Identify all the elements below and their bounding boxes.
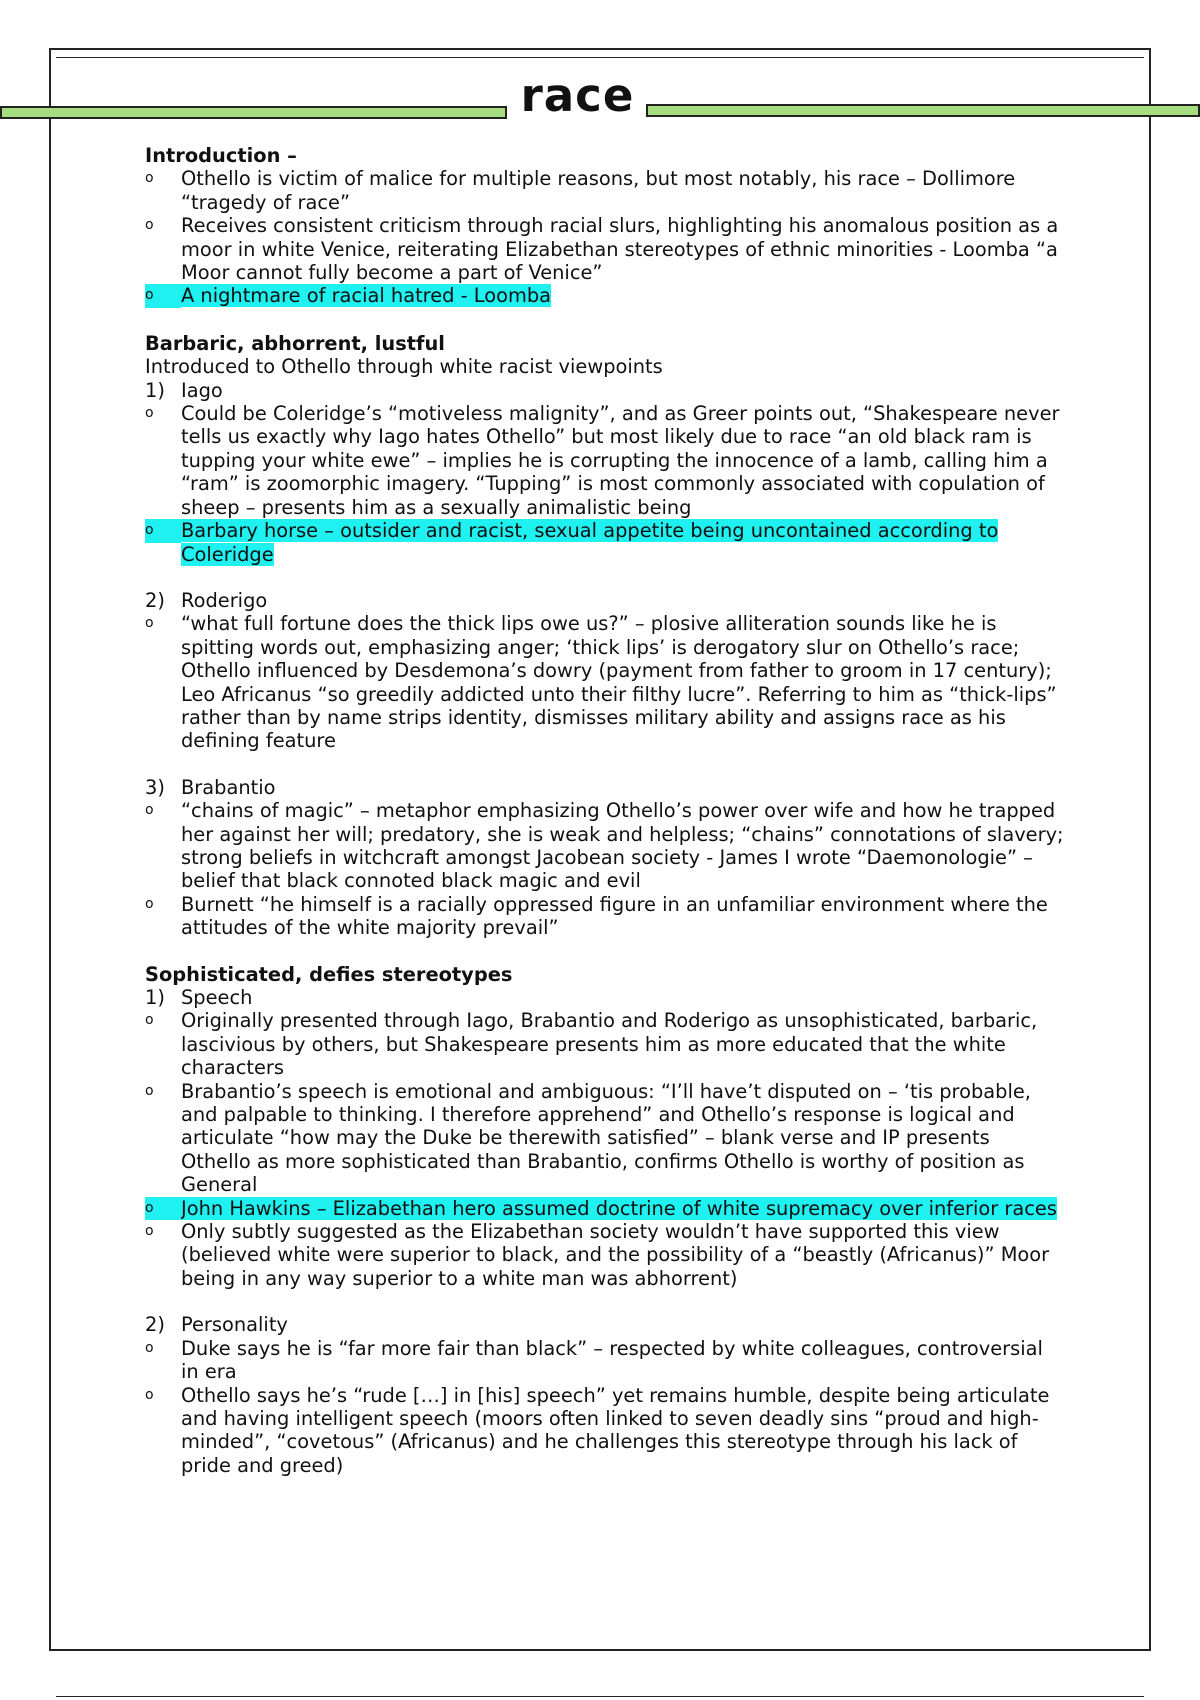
list-item-text: Barbary horse – outsider and racist, sexual appetite being uncontained according to Coleridge <box>181 519 999 566</box>
top-rule <box>56 57 1144 58</box>
list-item <box>145 612 1065 752</box>
item-label: Personality <box>181 1313 288 1337</box>
numbered-item-speech <box>145 986 1065 1009</box>
title-bar-left <box>0 106 507 119</box>
bullet-icon: o <box>145 1339 154 1356</box>
bullet-icon: o <box>145 1386 154 1403</box>
list-item-text: “what full fortune does the thick lips owe us?” – plosive alliteration sounds like he is spitting words out, emphasizing anger; ‘thick lips’ is derogatory slur on Othello’s race; Othello influenced by Desdemona’s dowry (payment from father to groom in 17 century); Leo Africanus “so greedily addicted unto their filthy lucre”. Referring to him as “thick-lips” rather than by name strips identity, dismisses military ability and assigns race as his defining feature <box>181 612 1057 753</box>
item-number: 2) <box>145 588 165 612</box>
list-item-highlighted <box>145 1197 1065 1220</box>
bullet-icon: o <box>145 802 154 819</box>
item-label: Roderigo <box>181 588 268 612</box>
list-item <box>145 1080 1065 1197</box>
item-label: Brabantio <box>181 775 276 799</box>
section-heading-barbaric: Barbaric, abhorrent, lustful <box>145 331 445 355</box>
bottom-rule <box>56 1696 1144 1697</box>
bullet-icon: o <box>145 1223 154 1240</box>
list-item <box>145 214 1065 284</box>
list-item-text: Othello says he’s “rude […] in [his] speech” yet remains humble, despite being articulate and having intelligent speech (moors often linked to seven deadly sins “proud and high-minded”, “covetous” (Africanus) and he challenges this stereotype through his lack of pride and greed) <box>181 1383 1050 1477</box>
section-heading-sophisticated: Sophisticated, defies stereotypes <box>145 962 513 986</box>
list-item <box>145 1337 1065 1384</box>
section-subtitle: Introduced to Othello through white racist viewpoints <box>145 355 663 379</box>
list-item <box>145 402 1065 519</box>
list-item-text: A nightmare of racial hatred - Loomba <box>181 284 552 308</box>
bullet-icon: o <box>145 405 154 422</box>
list-item-text: Burnett “he himself is a racially oppressed figure in an unfamiliar environment where the attitudes of the white majority prevail” <box>181 892 1048 940</box>
item-number: 2) <box>145 1313 165 1337</box>
list-item <box>145 167 1065 214</box>
numbered-item-iago <box>145 379 1065 402</box>
list-item <box>145 1384 1065 1478</box>
list-item <box>145 893 1065 940</box>
list-item-text: Originally presented through Iago, Brabantio and Roderigo as unsophisticated, barbaric, lascivious by others, but Shakespeare presents him as more educated that the white characters <box>181 1009 1038 1080</box>
list-item <box>145 1220 1065 1290</box>
title-bar-right <box>646 104 1200 117</box>
numbered-item-brabantio <box>145 776 1065 799</box>
bullet-icon: o <box>145 170 154 187</box>
bullet-icon: o <box>145 1082 154 1099</box>
section-heading-introduction: Introduction – <box>145 144 297 167</box>
list-item-text: Othello is victim of malice for multiple reasons, but most notably, his race – Dollimore “tragedy of race” <box>181 167 1016 214</box>
item-number: 1) <box>145 378 165 402</box>
list-item-text: “chains of magic” – metaphor emphasizing Othello’s power over wife and how he trapped her against her will; predatory, she is weak and helpless; “chains” connotations of slavery; strong beliefs in witchcraft amongst Jacobean society - James I wrote “Daemonologie” – belief that black connoted black magic and evil <box>181 799 1064 893</box>
bullet-icon: o <box>145 217 154 234</box>
list-item <box>145 1009 1065 1079</box>
bullet-icon: o <box>145 519 181 542</box>
list-item-text: Duke says he is “far more fair than black” – respected by white colleagues, controversial in era <box>181 1336 1043 1384</box>
bullet-icon: o <box>145 615 154 632</box>
list-item-text: John Hawkins – Elizabethan hero assumed doctrine of white supremacy over inferior races <box>181 1196 1057 1220</box>
list-item-text: Receives consistent criticism through racial slurs, highlighting his anomalous position as a moor in white Venice, reiterating Elizabethan stereotypes of ethnic minorities - Loomba “a Moor cannot fully become a part of Venice” <box>181 214 1059 285</box>
list-item-text: Could be Coleridge’s “motiveless malignity”, and as Greer points out, “Shakespeare never tells us exactly why Iago hates Othello” but most likely due to race “an old black ram is tupping your white ewe” – implies he is corrupting the innocence of a lamb, calling him a “ram” is zoomorphic imagery. “Tupping” is most commonly associated with copulation of sheep – presents him as a sexually animalistic being <box>181 402 1060 519</box>
list-item <box>145 799 1065 893</box>
numbered-item-personality <box>145 1313 1065 1336</box>
item-label: Speech <box>181 986 253 1009</box>
bullet-icon: o <box>145 1012 154 1029</box>
list-item-highlighted <box>145 284 1065 307</box>
list-item-text: Brabantio’s speech is emotional and ambiguous: “I’ll have’t disputed on – ‘tis probable, and palpable to thinking. I therefore apprehend” and Othello’s response is logical and articulate “how may the Duke be therewith satisfied” – blank verse and IP presents Othello as more sophisticated than Brabantio, confirms Othello is worthy of position as General <box>181 1079 1031 1197</box>
item-number: 1) <box>145 986 165 1009</box>
document-body <box>145 144 1065 1477</box>
bullet-icon: o <box>145 1197 181 1220</box>
item-label: Iago <box>181 378 223 402</box>
list-item-highlighted <box>145 519 1065 566</box>
page-title: race <box>520 69 635 122</box>
bullet-icon: o <box>145 895 154 912</box>
numbered-item-roderigo <box>145 589 1065 612</box>
list-item-text: Only subtly suggested as the Elizabethan society wouldn’t have supported this view (believed white were superior to black, and the possibility of a “beastly (Africanus)” Moor being in any way superior to a white man was abhorrent) <box>181 1220 1050 1290</box>
item-number: 3) <box>145 775 165 799</box>
bullet-icon: o <box>145 284 181 307</box>
